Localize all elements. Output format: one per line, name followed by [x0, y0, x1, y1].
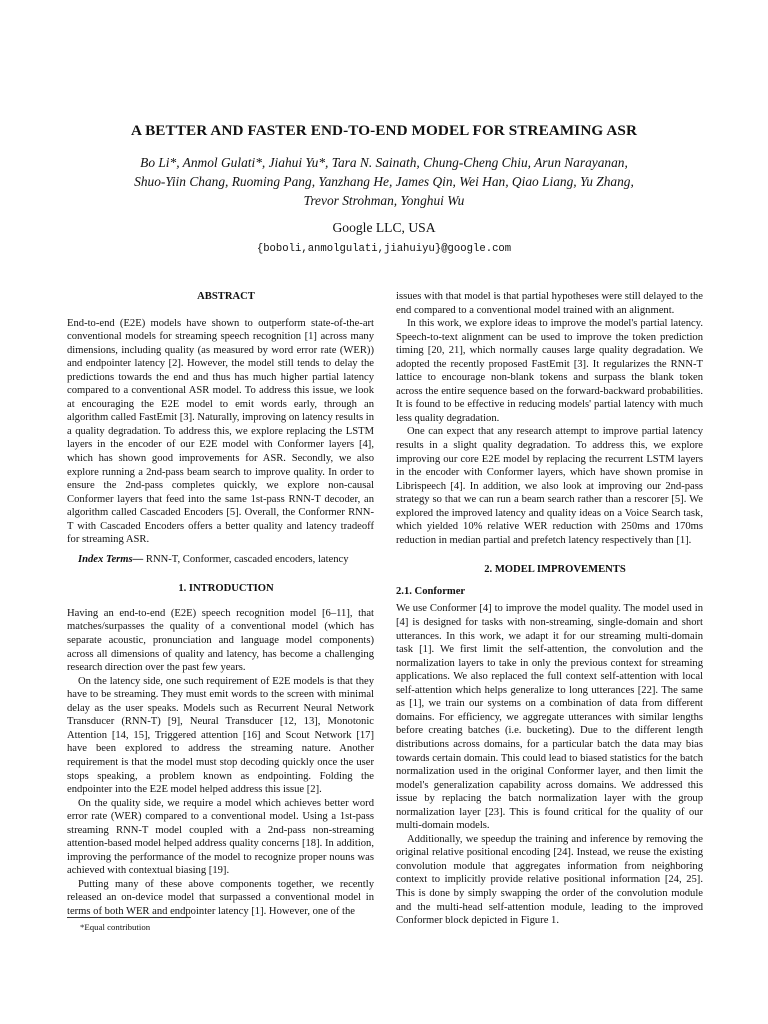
author-line-1: Bo Li*, Anmol Gulati*, Jiahui Yu*, Tara N. Sainath, Chung-Cheng Chiu, Arun Narayanan,	[140, 155, 628, 170]
conformer-subheading: 2.1. Conformer	[396, 585, 466, 597]
author-list	[70, 153, 698, 210]
footnote: *Equal contribution	[80, 922, 151, 932]
intro-heading: 1. INTRODUCTION	[178, 583, 274, 595]
abstract-heading: ABSTRACT	[197, 291, 255, 302]
index-terms-text: RNN-T, Conformer, cascaded encoders, latency	[145, 553, 349, 565]
right-column	[396, 290, 703, 928]
intro-paragraph-1: Having an end-to-end (E2E) speech recognition model [6–11], that matches/surpasses the quality of a conventional model (which has separate acoustic, pronunciation and language model components) across all dimensions of quality and latency, has become a challenging research direction over the past few years.	[67, 607, 374, 674]
right-paragraph-1: issues with that model is that partial hypotheses were still delayed to the end compared to a conventional model trained with an alignment.	[396, 291, 703, 316]
author-line-2: Shuo-Yiin Chang, Ruoming Pang, Yanzhang He, James Qin, Wei Han, Qiao Liang, Yu Zhang,	[134, 174, 634, 189]
right-paragraph-2: In this work, we explore ideas to improve the model's partial latency. Speech-to-text alignment can be used to improve the token prediction timing [20, 21], which normally causes large quality degradation. We adopted the recently proposed FastEmit [3]. It regularizes the RNN-T lattice to encourage non-blank tokens and surpass the blank token across the entire sequence based on the forward-backward probabilities. It is found to be effective in reducing models' partial latency with much less quality degradation.	[396, 318, 703, 424]
affiliation: Google LLC, USA	[332, 220, 436, 235]
intro-paragraph-3: On the quality side, we require a model which achieves better word error rate (WER) compared to a conventional model. Using a 1st-pass streaming RNN-T model coupled with a 2nd-pass non-streaming attention-based model helped address quality concerns [18]. In addition, improving the performance of the model to recognize proper nouns was achieved with contextual biasing [19].	[67, 797, 374, 877]
right-paragraph-3: One can expect that any research attempt to improve partial latency results in a slight quality degradation. To address this, we explore improving our core E2E model by replacing the recurrent LSTM layers in the encoder with Conformer layers, which have shown promise in Librispeech [4]. In addition, we also look at improving our 2nd-pass strategy so that we can run a beam search rather than a rescorer [5]. We explored the improved latency and quality ideas on a Voice Search task, which yielded 10% relative WER reduction with 250ms and 170ms reduction in median partial and prefetch latency respectively than [1].	[396, 426, 703, 546]
author-line-3: Trevor Strohman, Yonghui Wu	[303, 193, 465, 208]
index-terms-label: Index Terms—	[78, 553, 144, 565]
abstract-text: End-to-end (E2E) models have shown to outperform state-of-the-art conventional models for streaming speech recognition [1] across many dimensions, including quality (as measured by word error rate (WER)) and endpointer latency [2]. However, the model still tends to delay the predictions towards the end and thus has much higher partial latency compared to a conventional ASR model. To address this issue, we look at encouraging the E2E model to emit words early, through an algorithm called FastEmit [3]. Naturally, improving on latency results in a quality degradation. To address this, we explore replacing the LSTM layers in the encoder of our E2E model with Conformer layers [4], which has shown good improvements for ASR. Secondly, we also explore running a 2nd-pass beam search to improve quality. In order to ensure the 2nd-pass completes quickly, we explore non-causal Conformer layers that feed into the same 1st-pass RNN-T decoder, an algorithm called Cascaded Encoders [5]. Overall, the Conformer RNN-T with Cascaded Encoders offers a better quality and latency tradeoff for streaming ASR.	[67, 317, 374, 546]
email-text: {boboli,anmolgulati,jiahuiyu}@google.com	[256, 243, 512, 255]
footnote-rule	[67, 917, 191, 918]
conformer-paragraph-1: We use Conformer [4] to improve the model quality. The model used in [4] is designed for tasks with non-streaming, single-domain and short utterances. In this work, we adapt it for our streaming multi-domain task [1]. We first limit the self-attention, the convolution and the normalization layers to take in only the previous context for streaming applications. We also replaced the full context self-attention with local self-attention which helps generalize to long utterances [22]. The same as [1], we train our systems on a combination of data from different domains. For efficiency, we aggregate utterances with similar lengths before creating batches (i.e. bucketing). Due to the different length distributions across domains, for a particular batch the data may bias towards certain domain. This could lead to biased statistics for the batch normalization used in the original Conformer layer, and then limit the model's generalization capability across domains. We addressed this issue by replacing the batch normalization layer with the group normalization layer [23]. This is found critical for the quality of our multi-domain models.	[396, 603, 703, 832]
email-addresses	[0, 242, 768, 255]
left-column	[67, 290, 374, 919]
model-improvements-heading: 2. MODEL IMPROVEMENTS	[484, 564, 626, 576]
conformer-paragraph-2: Additionally, we speedup the training and inference by removing the original relative positional encoding [24]. Instead, we reuse the existing convolution module that aggregates information from neighboring context to implicitly provide relative positional information [24, 25]. This is done by simply swapping the order of the convolution module and the multi-head self-attention module, leading to the improved Conformer block depicted in Figure 1.	[396, 833, 703, 927]
paper-title: A BETTER AND FASTER END-TO-END MODEL FOR STREAMING ASR	[130, 122, 638, 139]
intro-paragraph-2: On the latency side, one such requirement of E2E models is that they have to be streaming. They must emit words to the screen with minimal delay as the user speaks. Models such as Recurrent Neural Network Transducer (RNN-T) [9], Neural Transducer [12, 13], Monotonic Attention [14, 15], Triggered attention [16] and Scout Network [17] have been explored to address the streaming nature. Another requirement is that the model must stop decoding quickly once the user stops speaking, a problem known as endpointing. Folding the endpointer into the E2E model helped address this issue [2].	[67, 675, 374, 796]
intro-paragraph-4: Putting many of these above components together, we recently released an on-device model that surpassed a conventional model in terms of both WER and endpointer latency [1]. However, one of the	[67, 878, 374, 917]
index-terms	[67, 553, 374, 567]
